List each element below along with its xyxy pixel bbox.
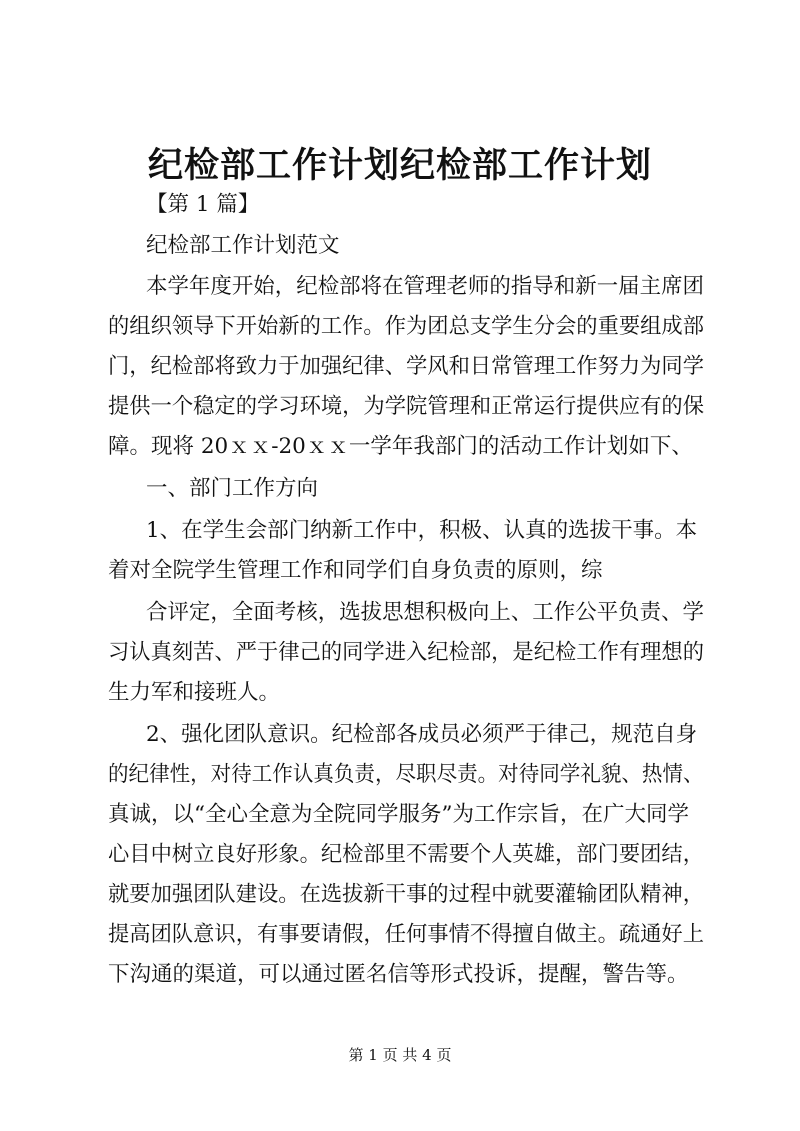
paragraph-line: 门，纪检部将致力于加强纪律、学风和日常管理工作努力为同学 — [108, 354, 705, 379]
page-footer: 第 1 页 共 4 页 — [348, 1046, 452, 1064]
paragraph-line: 习认真刻苦、严于律己的同学进入纪检部，是纪检工作有理想的 — [108, 640, 705, 665]
paragraph-line: 生力军和接班人。 — [108, 680, 281, 705]
paragraph-line: 合评定，全面考核，选拔思想积极向上、工作公平负责、学 — [146, 600, 705, 625]
section-label: 【第 1 篇】 — [146, 192, 260, 217]
paragraph-line: 的组织领导下开始新的工作。作为团总支学生分会的重要组成部 — [108, 314, 705, 339]
paragraph-line: 真诚，以“全心全意为全院同学服务”为工作宗旨，在广大同学 — [108, 802, 689, 827]
section-heading: 一、部门工作方向 — [146, 476, 319, 501]
paragraph-line: 1、在学生会部门纳新工作中，积极、认真的选拔干事。本 — [146, 518, 698, 543]
paragraph-line: 障。现将 20ｘｘ-20ｘｘ一学年我部门的活动工作计划如下、 — [108, 434, 693, 459]
paragraph-line: 2、强化团队意识。纪检部各成员必须严于律己，规范自身 — [146, 722, 698, 747]
paragraph-line: 的纪律性，对待工作认真负责，尽职尽责。对待同学礼貌、热情、 — [108, 762, 704, 787]
paragraph-line: 本学年度开始，纪检部将在管理老师的指导和新一届主席团 — [146, 274, 705, 299]
paragraph-line: 心目中树立良好形象。纪检部里不需要个人英雄，部门要团结， — [108, 842, 705, 867]
paragraph-line: 着对全院学生管理工作和同学们自身负责的原则，综 — [108, 558, 603, 583]
paragraph-line: 下沟通的渠道，可以通过匿名信等形式投诉，提醒，警告等。 — [108, 962, 689, 987]
paragraph-line: 提供一个稳定的学习环境，为学院管理和正常运行提供应有的保 — [108, 394, 705, 419]
paragraph-line: 就要加强团队建设。在选拔新干事的过程中就要灌输团队精神， — [108, 882, 705, 907]
document-subtitle: 纪检部工作计划范文 — [146, 233, 340, 258]
paragraph-line: 提高团队意识，有事要请假，任何事情不得擅自做主。疏通好上 — [108, 922, 705, 947]
document-title: 纪检部工作计划纪检部工作计划 — [147, 145, 652, 186]
